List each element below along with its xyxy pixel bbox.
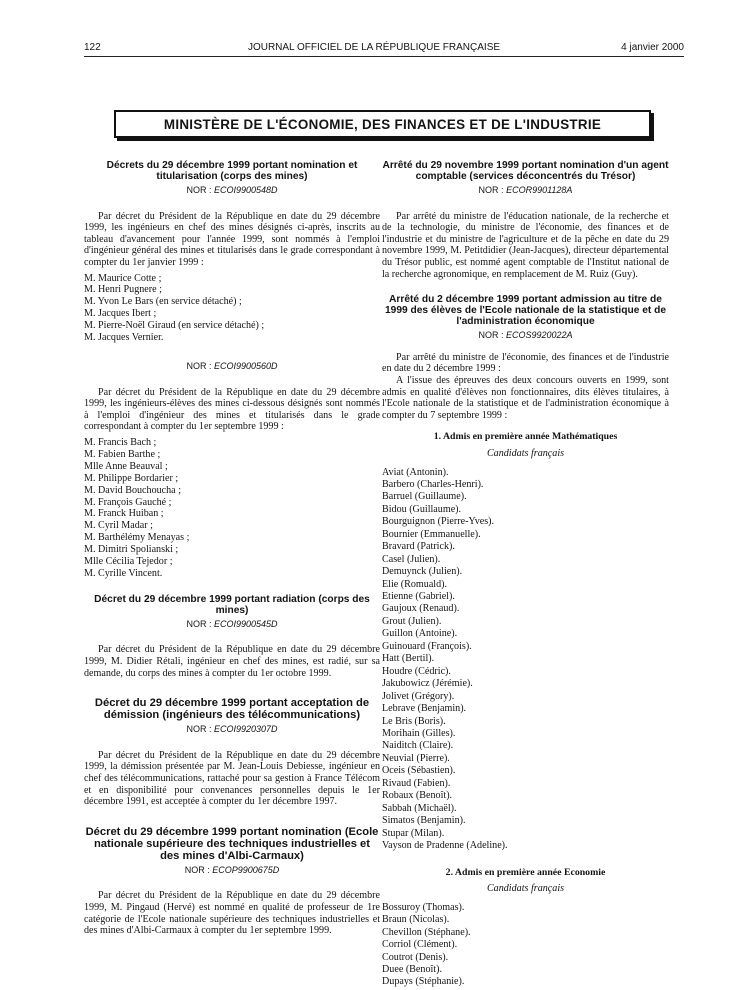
nor-prefix: NOR : bbox=[186, 185, 214, 195]
group-heading: 1. Admis en première année Mathématiques bbox=[433, 431, 618, 443]
decree-paragraph: Par décret du Président de la République en date du 29 décembre 1999, M. Pingaud (Hervé) est nommé en qualité de professeur de 1re catégorie de l'Ecole nationale supérieure des techniques industrielles et des mines d'Albi-Carmaux à compter du 1er septembre 1999. bbox=[84, 890, 380, 937]
group-subheading: Candidats français bbox=[486, 883, 565, 895]
list-item: Coutrot (Denis). bbox=[382, 951, 449, 963]
list-item: Barbero (Charles-Henri). bbox=[382, 478, 484, 490]
list-item: M. Fabien Barthe ; bbox=[84, 448, 161, 460]
list-item: Morihain (Gilles). bbox=[382, 728, 456, 740]
list-item: M. Barthélémy Menayas ; bbox=[84, 532, 190, 544]
decree-paragraph: Par arrêté du ministre de l'économie, des finances et de l'industrie en date du 2 décembre 1999 : bbox=[382, 351, 669, 375]
section-decrets-nomination-titularisation bbox=[84, 160, 380, 344]
list-item: Braun (Nicolas). bbox=[382, 914, 450, 926]
candidate-list bbox=[382, 467, 669, 853]
list-item: Gaujoux (Renaud). bbox=[382, 603, 460, 615]
nor-reference bbox=[84, 865, 380, 877]
decree-paragraph: A l'issue des épreuves des deux concours ouverts en 1999, sont admis en qualité d'élèves non fonctionnaires, dits élèves titulaires, à l'Ecole nationale de la statistique et de l'administration économique à compter du 7 septembre 1999 : bbox=[382, 374, 669, 421]
group-heading: 2. Admis en première année Economie bbox=[445, 866, 606, 878]
decree-paragraph: Par arrêté du ministre de l'éducation nationale, de la recherche et de la technologie, du ministre de l'économie, des finances et de l'industrie et du ministre de l'agriculture et de la pêche en date du 29 novembre 1999, M. Petitdidier (Jean-Jacques), directeur départemental du Trésor public, est nommé agent comptable de l'Institut national de la recherche agronomique, en remplacement de M. Ruiz (Guy). bbox=[382, 210, 669, 280]
list-item: Mlle Anne Beauval ; bbox=[84, 460, 168, 472]
name-list bbox=[84, 437, 380, 580]
list-item: Corriol (Clément). bbox=[382, 939, 458, 951]
section-arrete-agent-comptable bbox=[382, 160, 669, 280]
section-arrete-admission-ensae bbox=[382, 294, 669, 989]
list-item: Naiditch (Claire). bbox=[382, 740, 454, 752]
list-item: Etienne (Gabriel). bbox=[382, 591, 455, 603]
list-item: Stupar (Milan). bbox=[382, 827, 445, 839]
list-item: M. Yvon Le Bars (en service détaché) ; bbox=[84, 296, 242, 308]
list-item: Elie (Romuald). bbox=[382, 578, 448, 590]
list-item: Mlle Cécilia Tejedor ; bbox=[84, 556, 173, 568]
list-item: M. Henri Pugnere ; bbox=[84, 284, 162, 296]
header-rule bbox=[84, 56, 684, 57]
list-item: Guinouard (François). bbox=[382, 640, 472, 652]
list-item: M. Philippe Bordarier ; bbox=[84, 472, 179, 484]
list-item: Dupays (Stéphanie). bbox=[382, 976, 465, 988]
list-item: Bourguignon (Pierre-Yves). bbox=[382, 516, 495, 528]
list-item: M. David Bouchoucha ; bbox=[84, 484, 181, 496]
section-title: Décret du 29 décembre 1999 portant nomination (Ecole nationale supérieure des techniques industrielles et des mines d'Albi-Carmaux) bbox=[85, 825, 379, 862]
nor-prefix: NOR : bbox=[478, 330, 506, 341]
section-decret-radiation bbox=[84, 594, 380, 679]
section-title: Décret du 29 décembre 1999 portant radiation (corps des mines) bbox=[94, 593, 370, 616]
left-column bbox=[84, 160, 380, 937]
page-number: 122 bbox=[84, 42, 101, 53]
list-item: Casel (Julien). bbox=[382, 553, 441, 565]
group-subheading: Candidats français bbox=[486, 447, 565, 459]
list-item: Le Bris (Boris). bbox=[382, 715, 446, 727]
decree-paragraph: Par décret du Président de la République en date du 29 décembre 1999, les ingénieurs-élèves des mines ci-dessous désignés sont nommés à l'emploi d'ingénieur des mines et titularisés dans le grade correspondant à compter du 1er septembre 1999 : bbox=[84, 386, 380, 433]
section-title: Arrêté du 2 décembre 1999 portant admission au titre de 1999 des élèves de l'Ecole nationale de la statistique et de l'administration économique bbox=[384, 294, 666, 328]
section-decret-demission bbox=[84, 697, 380, 808]
name-list bbox=[84, 273, 380, 344]
list-item: Robaux (Benoît). bbox=[382, 790, 453, 802]
list-item: Bournier (Emmanuelle). bbox=[382, 528, 481, 540]
nor-code: ECOP9900675D bbox=[212, 864, 280, 875]
list-item: Barruel (Guillaume). bbox=[382, 491, 467, 503]
list-item: M. Maurice Cotte ; bbox=[84, 272, 162, 284]
nor-prefix: NOR : bbox=[186, 361, 214, 371]
list-item: Bossuroy (Thomas). bbox=[382, 901, 465, 913]
list-item: Oceis (Sébastien). bbox=[382, 765, 456, 777]
list-item: Jolivet (Grégory). bbox=[382, 690, 455, 702]
list-item: Chevillon (Stéphane). bbox=[382, 926, 471, 938]
nor-prefix: NOR : bbox=[186, 618, 214, 629]
section-decret-nomination-albi bbox=[84, 826, 380, 937]
list-item: Rivaud (Fabien). bbox=[382, 777, 451, 789]
journal-title: JOURNAL OFFICIEL DE LA RÉPUBLIQUE FRANÇAISE bbox=[247, 42, 501, 53]
list-item: Bravard (Patrick). bbox=[382, 541, 455, 553]
issue-date: 4 janvier 2000 bbox=[621, 42, 684, 53]
list-item: Houdre (Cédric). bbox=[382, 665, 451, 677]
list-item: Hatt (Bertil). bbox=[382, 653, 435, 665]
list-item: M. Jacques Vernier. bbox=[84, 332, 164, 344]
nor-code: ECOI9900545D bbox=[213, 618, 278, 629]
list-item: Sabbah (Michaël). bbox=[382, 802, 457, 814]
list-item: M. Francis Bach ; bbox=[84, 436, 157, 448]
nor-code: ECOR9901128A bbox=[506, 185, 573, 195]
list-item: Neuvial (Pierre). bbox=[382, 752, 450, 764]
decree-paragraph: Par décret du Président de la République en date du 29 décembre 1999, M. Didier Rétali, ingénieur en chef des mines, est radié, sur sa demande, du corps des mines à compter du 1er octobre 1999. bbox=[84, 644, 380, 679]
list-item: Vayson de Pradenne (Adeline). bbox=[382, 840, 508, 852]
nor-reference bbox=[382, 330, 669, 342]
list-item: Aviat (Antonin). bbox=[382, 466, 449, 478]
list-item: M. Cyrille Vincent. bbox=[84, 567, 163, 579]
list-item: Grout (Julien). bbox=[382, 615, 442, 627]
ministry-heading: MINISTÈRE DE L'ÉCONOMIE, DES FINANCES ET DE L'INDUSTRIE bbox=[114, 110, 651, 138]
nor-reference bbox=[84, 361, 380, 373]
nor-code: ECOS9920022A bbox=[505, 330, 573, 341]
decree-paragraph: Par décret du Président de la République en date du 29 décembre 1999, la démission présentée par M. Jean-Louis Debiesse, ingénieur en chef des télécommunications, rattaché pour sa gestion à France Télécom et en disponibilité pour convenances personnelles depuis le 1er décembre 1991, est acceptée à compter du 1er décembre 1997. bbox=[84, 749, 380, 808]
list-item: M. Cyril Madar ; bbox=[84, 520, 153, 532]
list-item: M. Jacques Ibert ; bbox=[84, 308, 157, 320]
decree-paragraph: Par décret du Président de la République en date du 29 décembre 1999, les ingénieurs en chef des mines désignés ci-après, inscrits au tableau d'avancement pour l'année 1999, sont nommés à l'emploi d'ingénieur général des mines et titularisés dans le grade correspondant à compter du 1er janvier 1999 : bbox=[84, 210, 380, 268]
section-ingenieurs-eleves bbox=[84, 361, 380, 580]
list-item: Demuynck (Julien). bbox=[382, 566, 463, 578]
list-item: M. Dimitri Spolianski ; bbox=[84, 544, 179, 556]
nor-prefix: NOR : bbox=[186, 724, 214, 735]
nor-reference bbox=[84, 724, 380, 736]
nor-reference bbox=[84, 185, 380, 197]
section-title: Décrets du 29 décembre 1999 portant nomination et titularisation (corps des mines) bbox=[106, 160, 358, 182]
nor-code: ECOI9900560D bbox=[213, 361, 278, 371]
nor-prefix: NOR : bbox=[184, 864, 213, 875]
list-item: Lebrave (Benjamin). bbox=[382, 703, 467, 715]
nor-code: ECOI9900548D bbox=[213, 185, 278, 195]
list-item: Guillon (Antoine). bbox=[382, 628, 458, 640]
section-title: Arrêté du 29 novembre 1999 portant nomination d'un agent comptable (services déconcentrés du Trésor) bbox=[382, 160, 669, 182]
nor-reference bbox=[382, 185, 669, 197]
candidate-list bbox=[382, 902, 669, 989]
list-item: Duee (Benoît). bbox=[382, 964, 442, 975]
list-item: Jakubowicz (Jérémie). bbox=[382, 678, 473, 690]
section-title: Décret du 29 décembre 1999 portant acceptation de démission (ingénieurs des télécommunications) bbox=[94, 697, 370, 722]
list-item: Simatos (Benjamin). bbox=[382, 815, 466, 827]
list-item: M. Franck Huiban ; bbox=[84, 508, 164, 520]
list-item: M. Pierre-Noël Giraud (en service détaché) ; bbox=[84, 320, 265, 332]
right-column bbox=[382, 160, 669, 989]
list-item: Bidou (Guillaume). bbox=[382, 503, 462, 515]
list-item: M. François Gauché ; bbox=[84, 496, 172, 508]
nor-prefix: NOR : bbox=[478, 185, 507, 195]
nor-reference bbox=[84, 619, 380, 631]
nor-code: ECOI9920307D bbox=[213, 724, 278, 735]
